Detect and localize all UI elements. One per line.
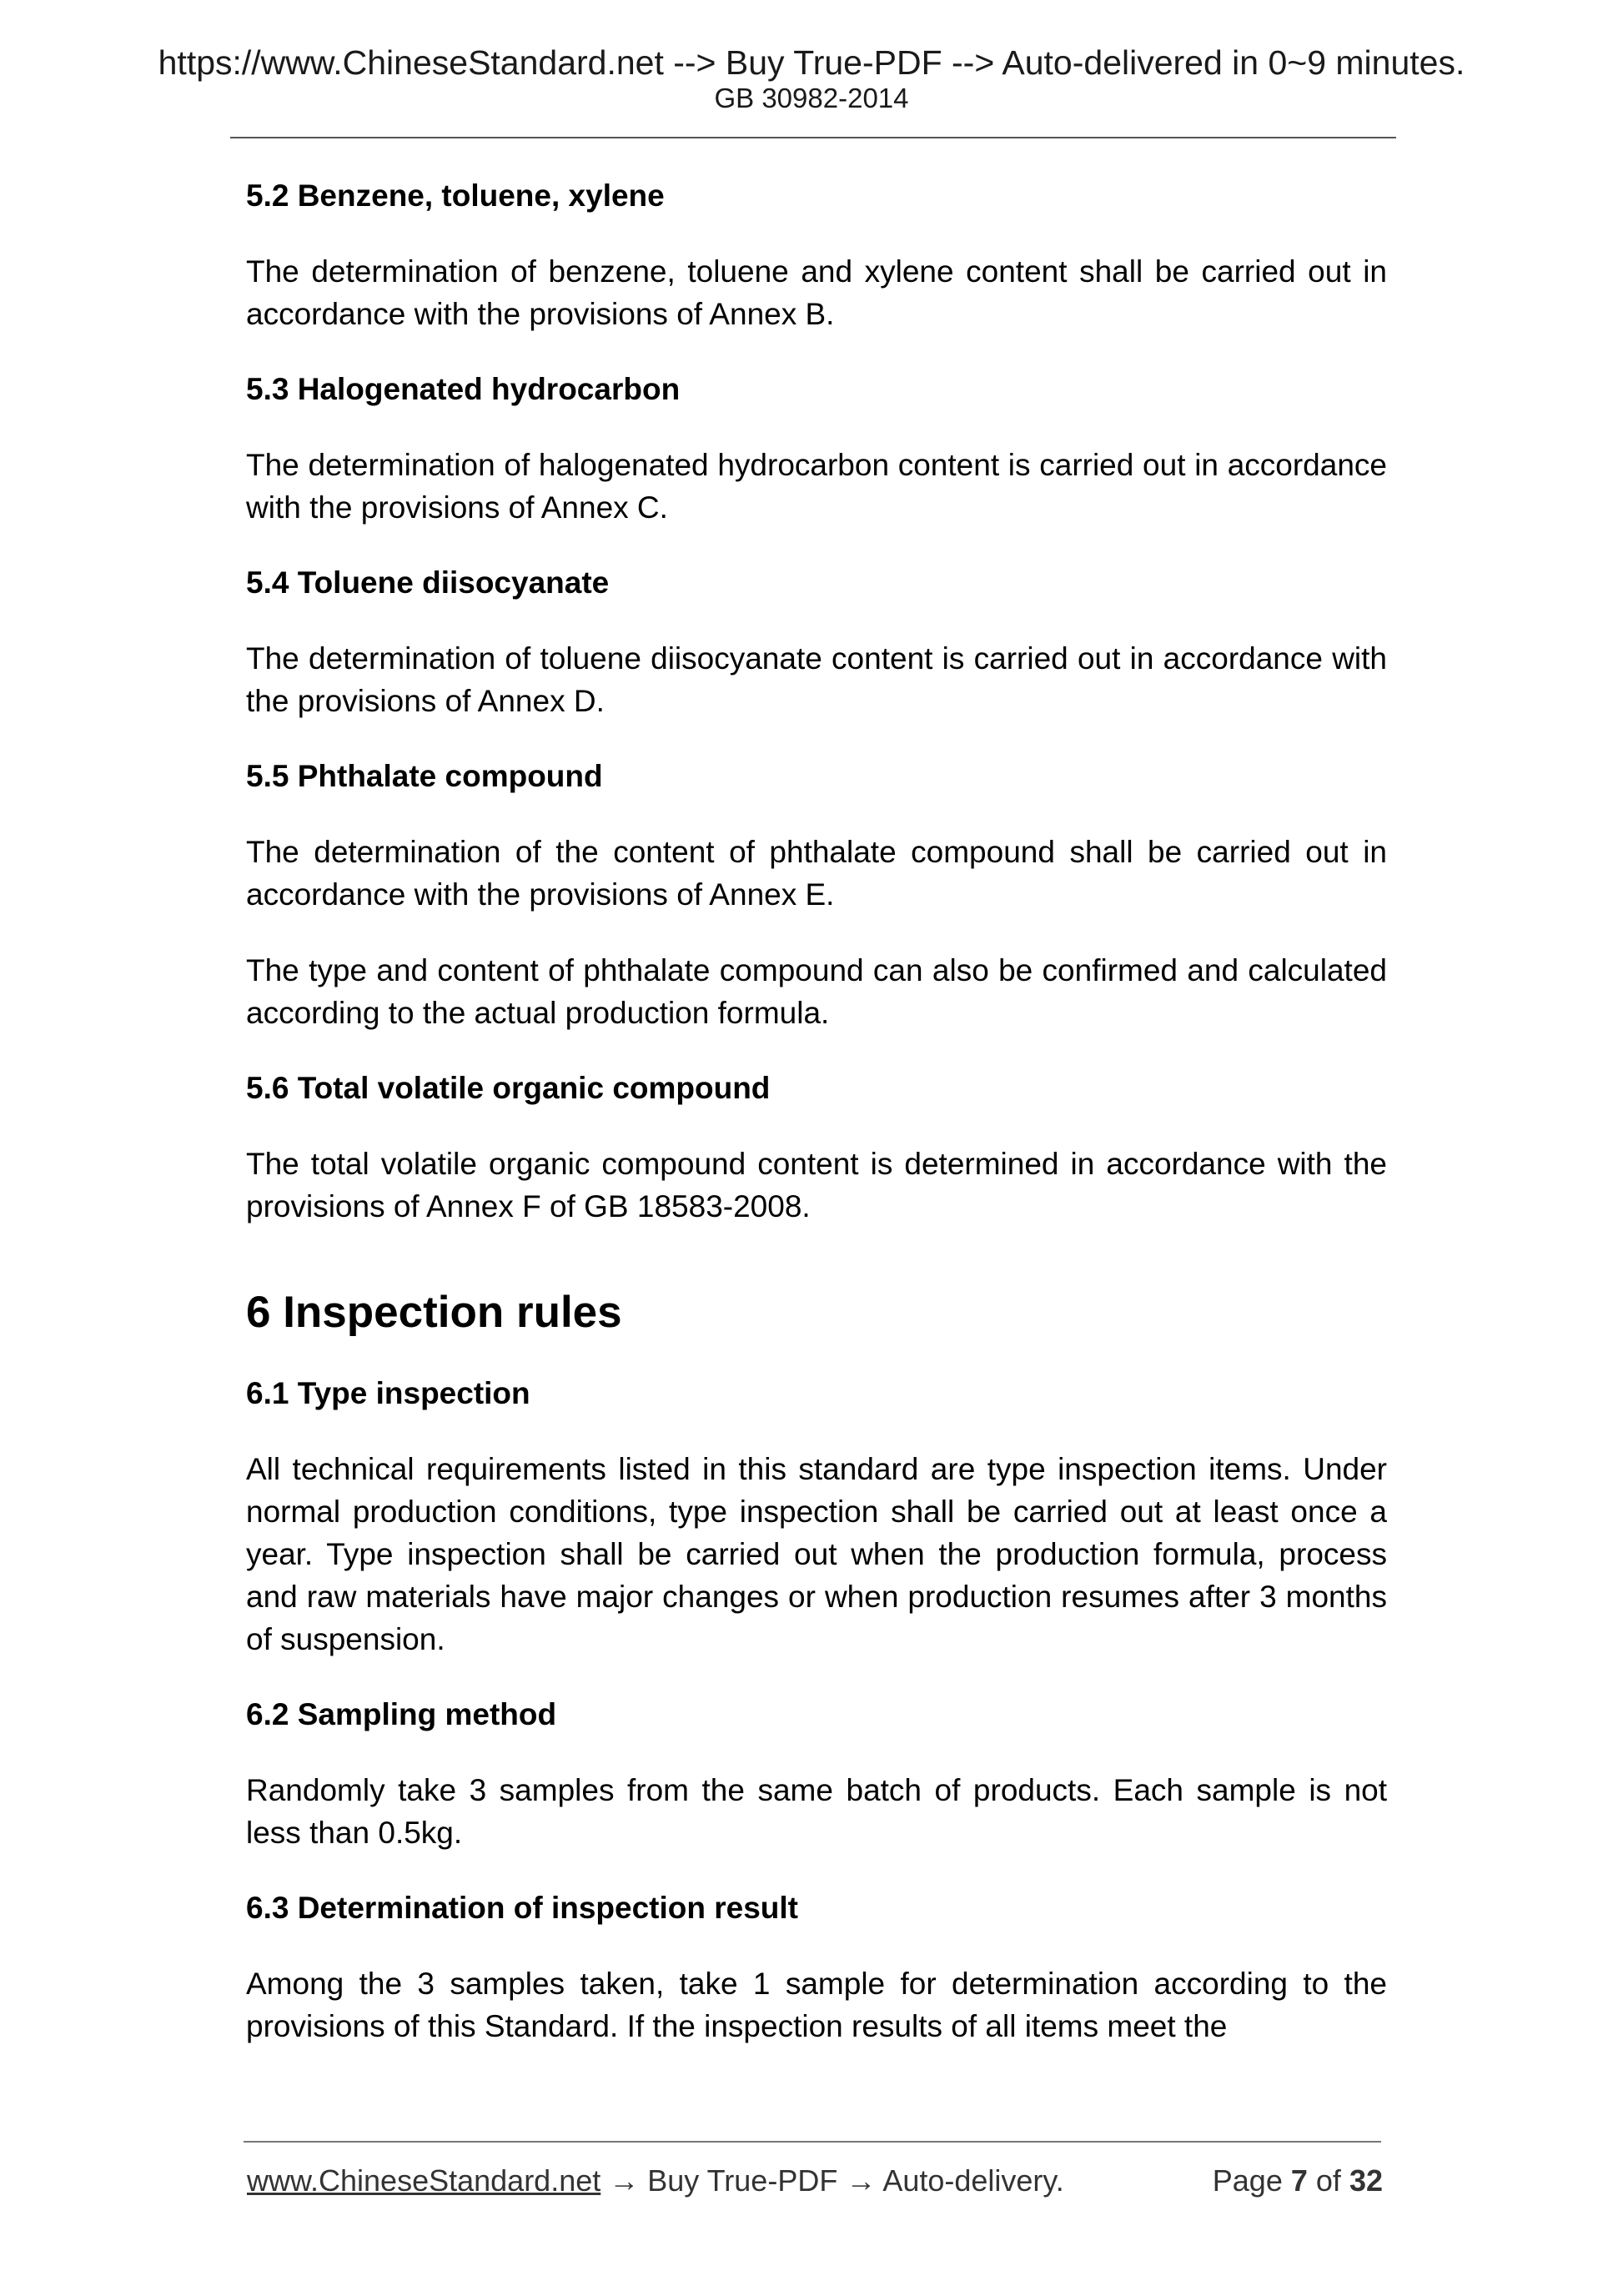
footer-divider	[244, 2141, 1381, 2143]
heading-6-2: 6.2 Sampling method	[246, 1697, 557, 1731]
paragraph-5-5-a: The determination of the content of phthalate compound shall be carried out in accordance with the provisions of Annex E.	[246, 835, 1387, 912]
heading-6-3: 6.3 Determination of inspection result	[246, 1891, 799, 1925]
heading-5-6: 5.6 Total volatile organic compound	[246, 1071, 771, 1105]
heading-6-1: 6.1 Type inspection	[246, 1376, 530, 1410]
page-number	[1213, 2160, 1383, 2202]
page-current: 7	[1290, 2163, 1308, 2198]
heading-5-3: 5.3 Halogenated hydrocarbon	[246, 372, 681, 406]
heading-5-5: 5.5 Phthalate compound	[246, 759, 603, 793]
paragraph-5-6: The total volatile organic compound content is determined in accordance with the provisions of Annex F of GB 18583-2008.	[246, 1147, 1387, 1223]
paragraph-6-1: All technical requirements listed in this standard are type inspection items. Under normal production conditions, type inspection shall be carried out at least once a year. Type inspection shall be carried out when the production formula, process and raw materials have major changes or when production resumes after 3 months of suspension.	[246, 1452, 1387, 1656]
footer-left	[247, 2160, 1064, 2202]
top-banner[interactable]: https://www.ChineseStandard.net --> Buy True-PDF --> Auto-delivered in 0~9 minutes.	[158, 43, 1465, 82]
header-divider	[230, 137, 1396, 138]
paragraph-5-2: The determination of benzene, toluene and xylene content shall be carried out in accordance with the provisions of Annex B.	[246, 254, 1387, 331]
page-total: 32	[1349, 2163, 1383, 2198]
document-code: GB 30982-2014	[714, 83, 909, 113]
footer-site-link[interactable]: www.ChineseStandard.net	[247, 2163, 601, 2198]
paragraph-5-4: The determination of toluene diisocyanate content is carried out in accordance with the provisions of Annex D.	[246, 641, 1387, 718]
page-label: Page	[1212, 2163, 1283, 2198]
paragraph-6-3: Among the 3 samples taken, take 1 sample for determination according to the provisions of this Standard. If the inspection results of all items meet the	[246, 1967, 1387, 2043]
heading-6: 6 Inspection rules	[246, 1288, 622, 1337]
page-content	[246, 175, 1387, 2081]
footer-tagline: → Buy True-PDF → Auto-delivery.	[600, 2163, 1064, 2198]
paragraph-6-2: Randomly take 3 samples from the same batch of products. Each sample is not less than 0.5kg.	[246, 1773, 1387, 1850]
page-of-label: of	[1315, 2163, 1341, 2198]
heading-5-2: 5.2 Benzene, toluene, xylene	[246, 178, 665, 213]
paragraph-5-5-b: The type and content of phthalate compound can also be confirmed and calculated according to the actual production formula.	[246, 953, 1387, 1030]
heading-5-4: 5.4 Toluene diisocyanate	[246, 565, 610, 600]
page-footer	[247, 2160, 1383, 2202]
paragraph-5-3: The determination of halogenated hydrocarbon content is carried out in accordance with the provisions of Annex C.	[246, 448, 1387, 525]
